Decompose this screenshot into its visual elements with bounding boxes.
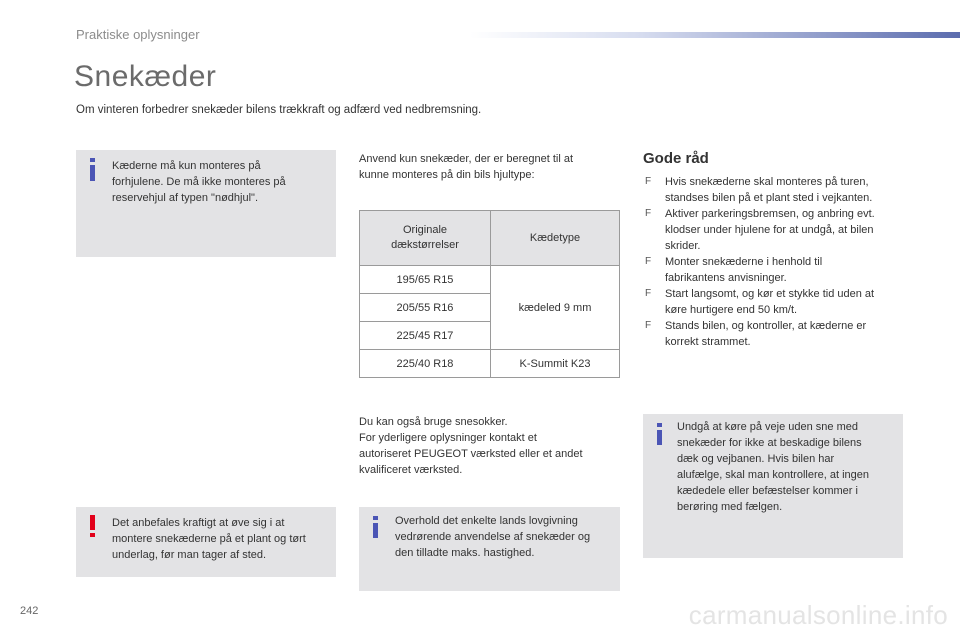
after-line: kvalificeret værksted.: [359, 464, 463, 476]
info-icon: [90, 165, 95, 181]
tyre-size-cell: 205/55 R16: [360, 294, 491, 322]
lead-line: Anvend kun snekæder, der er beregnet til at: [359, 153, 574, 165]
tip-line: skrider.: [665, 240, 701, 252]
watermark: carmanualsonline.info: [688, 600, 948, 630]
bullet-icon: F: [645, 256, 652, 267]
wheel-type-lead: [359, 151, 573, 183]
info-box-line: den tilladte maks. hastighed.: [395, 547, 535, 559]
tip-line: køre hurtigere end 50 km/t.: [665, 304, 798, 316]
tip-item: [643, 254, 908, 286]
snow-socks-text: [359, 414, 583, 478]
tip-line: standses bilen på et plant sted i vejkanten.: [665, 192, 873, 204]
warning-icon: [90, 515, 95, 530]
info-box-line: vedrørende anvendelse af snekæder og: [395, 531, 591, 543]
chain-type-cell: K-Summit K23: [491, 350, 620, 378]
after-line: Du kan også bruge snesokker.: [359, 416, 508, 428]
bullet-icon: F: [645, 288, 652, 299]
info-box-line: reservehjul af typen "nødhjul".: [112, 192, 258, 204]
tip-line: korrekt strammet.: [665, 336, 751, 348]
tips-title: Gode råd: [643, 150, 709, 167]
info-box-line: berøring med fælgen.: [677, 501, 783, 513]
page-number: 242: [20, 605, 39, 617]
header-chain-type: Kædetype: [491, 211, 620, 266]
tip-item: [643, 206, 908, 254]
tip-item: [643, 318, 908, 350]
warning-box-line: montere snekæderne på et plant og tørt: [112, 533, 306, 545]
tyre-size-cell: 225/45 R17: [360, 322, 491, 350]
tip-item: [643, 174, 908, 206]
after-line: For yderligere oplysninger kontakt et: [359, 432, 537, 444]
bullet-icon: F: [645, 320, 652, 331]
header-tyre-size: [360, 211, 491, 266]
tip-line: Stands bilen, og kontroller, at kæderne er: [665, 320, 867, 332]
info-icon: [657, 430, 662, 445]
info-box-line: Kæderne må kun monteres på: [112, 160, 261, 172]
tip-line: klodser under hjulene for at undgå, at bilen: [665, 224, 874, 236]
bullet-icon: F: [645, 176, 652, 187]
after-line: autoriseret PEUGEOT værksted eller et andet: [359, 448, 583, 460]
tip-line: fabrikantens anvisninger.: [665, 272, 787, 284]
warning-box-line: underlag, før man tager af sted.: [112, 549, 267, 561]
header-gradient-bar: [470, 32, 960, 38]
tip-line: Hvis snekæderne skal monteres på turen,: [665, 176, 869, 188]
chain-type-cell: kædeled 9 mm: [491, 266, 620, 350]
info-box-line: alufælge, skal man kontrollere, at ingen: [677, 469, 869, 481]
chain-spec-table: [359, 210, 620, 378]
bullet-icon: F: [645, 208, 652, 219]
info-box-line: snekæder for ikke at beskadige bilens: [677, 437, 862, 449]
info-box-legislation: [359, 507, 620, 591]
tips-list: [643, 174, 908, 350]
header-line: dækstørrelser: [391, 239, 459, 251]
info-box-line: dæk og vejbanen. Hvis bilen har: [677, 453, 835, 465]
info-box-line: forhjulene. De må ikke monteres på: [112, 176, 286, 188]
tip-line: Aktiver parkeringsbremsen, og anbring evt.: [665, 208, 875, 220]
tyre-size-cell: 225/40 R18: [360, 350, 491, 378]
intro-text: Om vinteren forbedrer snekæder bilens trækkraft og adfærd ved nedbremsning.: [76, 104, 482, 116]
info-box-alloy-wheels: [643, 414, 903, 558]
warning-box-practice: [76, 507, 336, 577]
page-title: Snekæder: [74, 60, 217, 93]
info-box-front-wheels: [76, 150, 336, 257]
tyre-size-cell: 195/65 R15: [360, 266, 491, 294]
tip-item: [643, 286, 908, 318]
info-icon: [373, 523, 378, 538]
tip-line: Start langsomt, og kør et stykke tid uden at: [665, 288, 875, 300]
info-box-line: Undgå at køre på veje uden sne med: [677, 421, 859, 433]
lead-line: kunne monteres på din bils hjultype:: [359, 169, 535, 181]
info-box-line: Overhold det enkelte lands lovgivning: [395, 515, 578, 527]
warning-box-line: Det anbefales kraftigt at øve sig i at: [112, 517, 285, 529]
section-label: Praktiske oplysninger: [76, 27, 200, 42]
tip-line: Monter snekæderne i henhold til: [665, 256, 823, 268]
info-box-line: kædedele eller befæstelser kommer i: [677, 485, 858, 497]
header-line: Originale: [402, 224, 448, 236]
